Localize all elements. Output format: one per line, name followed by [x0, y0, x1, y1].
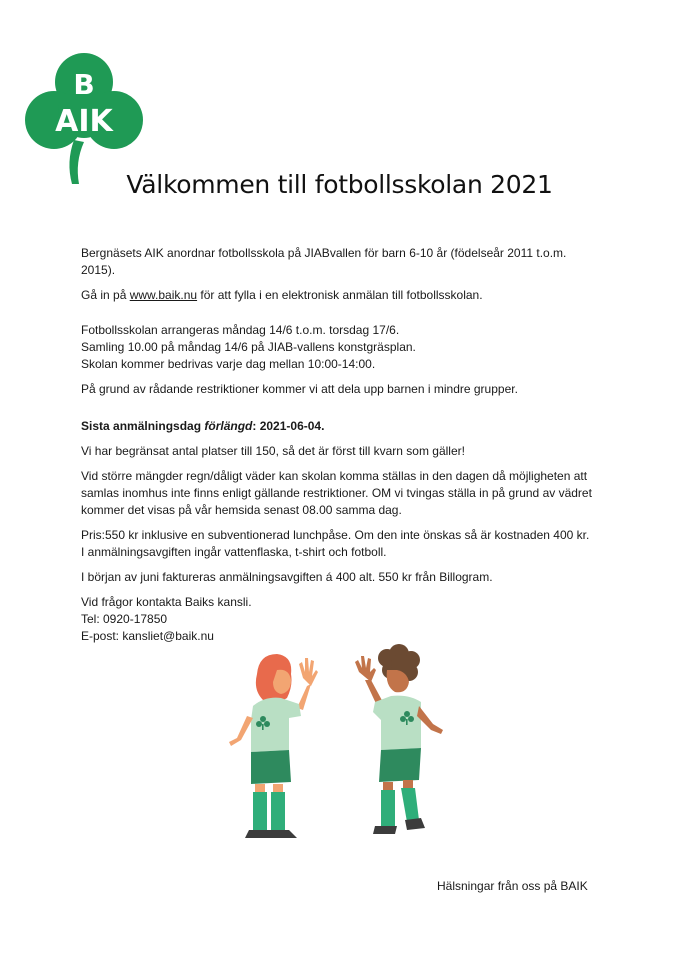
left-child-figure — [229, 654, 318, 838]
places-paragraph: Vi har begränsat antal platser till 150, så det är först till kvarn som gäller! — [81, 444, 465, 458]
deadline-date: : 2021-06-04. — [252, 419, 325, 433]
schedule-line: Skolan kommer bedrivas varje dag mellan 10:00-14:00. — [81, 357, 376, 371]
weather-line: kommer det visas på vår hemsida senast 08.00 samma dag. — [81, 503, 402, 517]
logo-letters-aik: AIK — [55, 104, 113, 139]
signoff: Hälsningar från oss på BAIK — [437, 879, 588, 893]
logo-letter-b: B — [73, 68, 95, 101]
schedule-line: Fotbollsskolan arrangeras måndag 14/6 t.o.m. torsdag 17/6. — [81, 323, 400, 337]
price-line: Pris:550 kr inklusive en subventionerad lunchpåse. Om den inte önskas så är kostnaden 400 kr. — [81, 528, 590, 542]
registration-pre: Gå in på — [81, 288, 130, 302]
contact-line: Vid frågor kontakta Baiks kansli. — [81, 595, 252, 609]
intro-paragraph: Bergnäsets AIK anordnar fotbollsskola på JIABvallen för barn 6-10 år (födelseår 2011 t.o.m. 2015). — [81, 246, 567, 277]
baik-clover-logo — [22, 52, 147, 187]
weather-line: Vid större mängder regn/dåligt väder kan skolan komma ställas in den dagen då möjligheten att — [81, 469, 588, 483]
weather-paragraph — [81, 468, 601, 519]
price-paragraph — [81, 527, 601, 561]
price-line: I anmälningsavgiften ingår vattenflaska, t-shirt och fotboll. — [81, 545, 387, 559]
deadline-pre: Sista anmälningsdag — [81, 419, 205, 433]
baik-website-link[interactable]: www.baik.nu — [129, 288, 198, 302]
schedule-line: Samling 10.00 på måndag 14/6 på JIAB-vallens konstgräsplan. — [81, 340, 416, 354]
right-child-figure — [355, 644, 443, 834]
registration-paragraph — [81, 287, 601, 304]
invoice-paragraph: I början av juni faktureras anmälningsavgiften á 400 alt. 550 kr från Billogram. — [81, 570, 493, 584]
weather-line: samlas inomhus inte finns enligt gällande restriktioner. OM vi tvingas ställa in på grund av vädret — [81, 486, 592, 500]
deadline-paragraph — [81, 418, 601, 435]
contact-email: E-post: kansliet@baik.nu — [81, 629, 214, 643]
contact-block — [81, 594, 601, 645]
kids-illustration — [215, 640, 455, 850]
registration-post: för att fylla i en elektronisk anmälan till fotbollsskolan. — [197, 288, 483, 302]
page-title: Välkommen till fotbollsskolan 2021 — [126, 170, 553, 199]
deadline-extended: förlängd — [204, 419, 253, 433]
document-body — [81, 245, 601, 653]
groups-paragraph: På grund av rådande restriktioner kommer vi att dela upp barnen i mindre grupper. — [81, 382, 518, 396]
schedule-block — [81, 322, 601, 373]
contact-phone: Tel: 0920-17850 — [81, 612, 168, 626]
